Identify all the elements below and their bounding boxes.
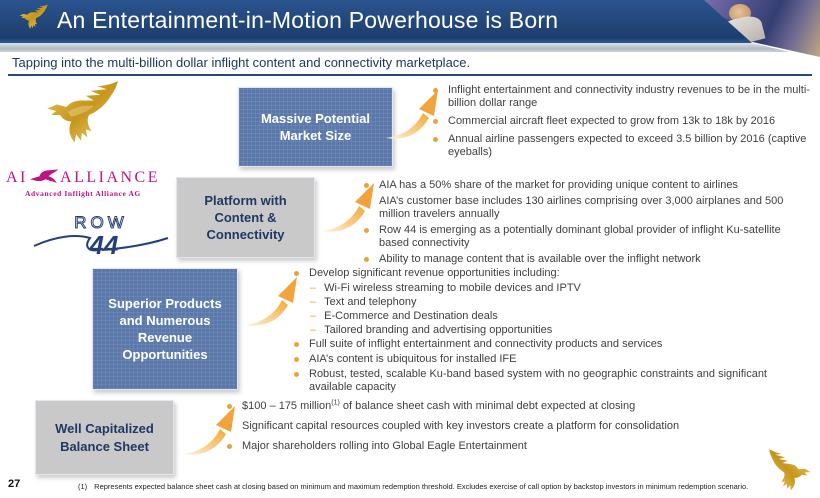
bullet-dot-icon — [294, 342, 299, 347]
header-stripe — [0, 43, 800, 52]
footnote-reference: (1) — [331, 399, 340, 407]
bullet-list-market-size — [433, 84, 813, 164]
bullet-item — [364, 195, 796, 221]
bullet-item — [294, 368, 802, 394]
dash-bullet-icon — [310, 296, 316, 309]
sub-bullet-text: Text and telephony — [324, 296, 417, 308]
bullet-text: AIA’s content is ubiquitous for installed IFE — [309, 353, 517, 365]
box-label: Massive Potential Market Size — [260, 110, 371, 143]
dash-bullet-icon — [310, 310, 316, 323]
page-title: An Entertainment-in-Motion Powerhouse is Born — [57, 7, 559, 33]
footnote-text: Represents expected balance sheet cash at closing based on minimum and maximum redemption threshold. Excludes exercise of call option by backstop investors in minimum redemption scenario. — [94, 482, 749, 491]
bullet-dot-icon — [364, 199, 369, 204]
bullet-text: Inflight entertainment and connectivity industry revenues to be in the multi-billion dollar range — [448, 84, 810, 109]
bullet-item — [227, 440, 812, 453]
dash-bullet-icon — [310, 324, 316, 337]
hummingbird-icon — [29, 168, 59, 186]
bullet-dot-icon — [364, 257, 369, 262]
gold-eagle-icon — [760, 447, 818, 498]
bullet-item — [294, 353, 802, 366]
section-box-superior-products-revenue — [92, 268, 238, 390]
bullet-text: Develop significant revenue opportunities including: — [309, 267, 560, 279]
sub-bullet-item — [310, 282, 802, 295]
bullet-text: Annual airline passengers expected to exceed 3.5 billion by 2016 (captive eyeballs) — [448, 133, 807, 158]
page-number: 27 — [8, 478, 21, 490]
section-box-platform-with-content-connectivity — [176, 177, 315, 258]
footnote-marker: (1) — [78, 482, 88, 491]
global-eagle-logo — [32, 78, 130, 152]
bullet-dot-icon — [433, 88, 438, 93]
slide-subtitle: Tapping into the multi-billion dollar inflight content and connectivity marketplace. — [12, 55, 471, 70]
bullet-text: Robust, tested, scalable Ku-band based system with no geographic constraints and significant available capacity — [309, 368, 767, 393]
bullet-item — [227, 400, 812, 413]
bullet-item — [433, 84, 813, 110]
bullet-text: Commercial aircraft fleet expected to grow from 13k to 18k by 2016 — [448, 115, 776, 127]
bullet-item — [294, 338, 802, 351]
box-label: Platform with Content & Connectivity — [204, 192, 287, 243]
bullet-text: AIA has a 50% share of the market for providing unique content to airlines — [379, 179, 738, 191]
bullet-text: Full suite of inflight entertainment and connectivity products and services — [309, 338, 663, 350]
footnote — [78, 482, 768, 491]
dash-bullet-icon — [310, 282, 316, 295]
bullet-dot-icon — [294, 271, 299, 276]
bullet-text: Significant capital resources coupled with key investors create a platform for consolidation — [242, 420, 680, 432]
section-box-massive-potential-market-size — [238, 87, 393, 167]
sub-bullet-text: Tailored branding and advertising opportunities — [324, 324, 553, 336]
sub-bullet-item — [310, 296, 802, 309]
bullet-item — [364, 253, 796, 266]
sub-bullet-item — [310, 324, 802, 337]
bullet-dot-icon — [433, 119, 438, 124]
row44-number: 44 — [89, 230, 119, 260]
bullet-item — [433, 133, 813, 159]
row44-logo — [32, 210, 170, 260]
row44-word: ROW — [74, 213, 128, 232]
subtitle-divider — [8, 74, 812, 76]
bullet-text: AIA’s customer base includes 130 airlines comprising over 3,000 airplanes and 500 million travelers annually — [379, 195, 784, 220]
bullet-dot-icon — [364, 228, 369, 233]
bullet-item — [433, 115, 813, 128]
bullet-dot-icon — [364, 183, 369, 188]
bullet-text: Major shareholders rolling into Global Eagle Entertainment — [242, 440, 527, 452]
box-label: Well Capitalized Balance Sheet — [55, 421, 154, 454]
bullet-text: $100 – 175 million$^{(1)}$ of balance sheet cash with minimal debt expected at closing — [242, 399, 636, 412]
bullet-dot-icon — [294, 372, 299, 377]
bullet-dot-icon — [433, 137, 438, 142]
curved-gold-arrow-icon — [242, 272, 300, 328]
sub-bullet-item — [310, 310, 802, 323]
box-label: Superior Products and Numerous Revenue Opportunities — [108, 295, 222, 363]
bullet-dot-icon — [227, 424, 232, 429]
bullet-dot-icon — [294, 357, 299, 362]
bullet-text: Row 44 is emerging as a potentially dominant global provider of inflight Ku-satellite based connectivity — [379, 224, 781, 249]
bullet-item — [364, 179, 796, 192]
sub-bullet-text: Wi-Fi wireless streaming to mobile devices and IPTV — [324, 282, 581, 294]
bullet-item — [227, 420, 812, 433]
bullet-list-platform — [364, 179, 796, 269]
aia-tagline: Advanced Inflight Alliance AG — [25, 189, 141, 198]
bullet-dot-icon — [227, 404, 232, 409]
aia-logo-prefix: AI — [6, 169, 28, 186]
bullet-text: Ability to manage content that is available over the inflight network — [379, 253, 701, 265]
bullet-list-products-revenue — [294, 267, 802, 396]
section-box-well-capitalized-balance-sheet — [35, 400, 174, 475]
bullet-list-balance-sheet — [227, 400, 812, 460]
bullet-dot-icon — [227, 444, 232, 449]
bullet-item — [364, 224, 796, 250]
aia-logo-suffix: ALLIANCE — [60, 169, 160, 186]
aia-alliance-logo — [6, 168, 160, 198]
bullet-item — [294, 267, 802, 280]
gold-eagle-icon — [17, 3, 49, 33]
sub-bullet-text: E-Commerce and Destination deals — [324, 310, 498, 322]
